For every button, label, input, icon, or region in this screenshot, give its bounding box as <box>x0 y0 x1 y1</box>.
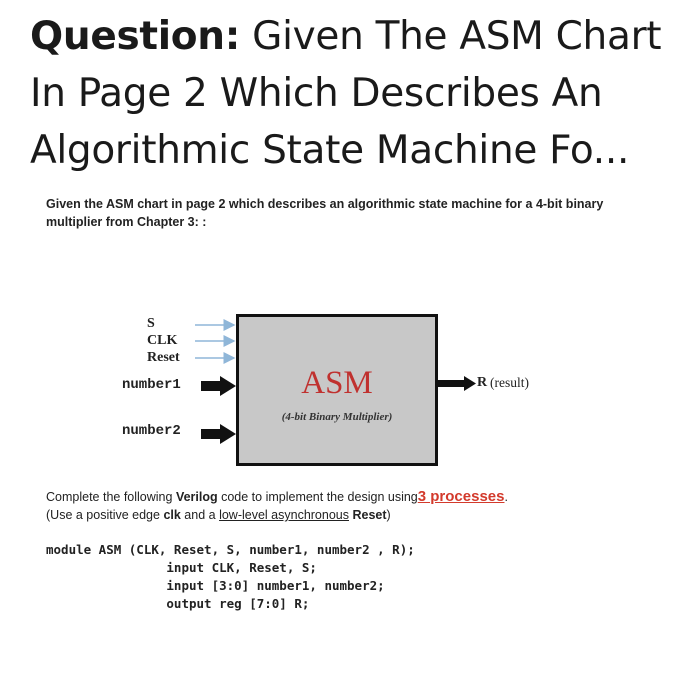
code-line: input CLK, Reset, S; <box>46 560 317 575</box>
instr-text-b: code to implement the design using <box>217 490 418 504</box>
asm-box <box>236 314 438 466</box>
instr2-text-a: (Use a positive edge <box>46 508 164 522</box>
question-title <box>30 8 680 179</box>
input-s-label: S <box>147 316 155 331</box>
code-line: module ASM (CLK, Reset, S, number1, number2 , R); <box>46 542 415 557</box>
instr2-async: low-level asynchronous <box>219 508 349 522</box>
code-line: output reg [7:0] R; <box>46 596 310 611</box>
input-number1-label: number1 <box>122 377 181 393</box>
code-line: input [3:0] number1, number2; <box>46 578 385 593</box>
input-number2-label: number2 <box>122 423 181 439</box>
input-clk-label: CLK <box>147 333 178 348</box>
number2-arrow <box>201 424 236 444</box>
question-text: Given The ASM Chart In Page 2 Which Describes An Algorithmic State Machine Fo... <box>30 14 662 173</box>
instr-processes: 3 processes <box>417 488 505 505</box>
instr-text-a: Complete the following <box>46 490 176 504</box>
output-note-label: (result) <box>490 375 529 390</box>
asm-box-title: ASM <box>301 365 373 401</box>
instr2-clk: clk <box>163 508 181 522</box>
instr2-reset: Reset <box>352 508 387 522</box>
verilog-code <box>46 541 666 613</box>
instruction-line-2 <box>46 506 666 524</box>
instruction-line-1 <box>46 488 666 506</box>
instructions <box>46 488 666 524</box>
instr2-end: ) <box>386 508 391 522</box>
intro-text: Given the ASM chart in page 2 which describes an algorithmic state machine for a 4-bit binary multiplier from Chapter 3: : <box>46 197 604 229</box>
instr-period: . <box>504 490 508 504</box>
question-label: Question: <box>30 14 241 59</box>
asm-box-subtitle: (4-bit Binary Multiplier) <box>281 411 393 423</box>
instr-verilog: Verilog <box>175 490 218 504</box>
result-arrow <box>435 376 476 391</box>
instr2-text-b: and a <box>180 508 220 522</box>
number1-arrow <box>201 376 236 396</box>
input-reset-label: Reset <box>147 350 180 365</box>
output-r-label: R <box>477 375 488 390</box>
asm-block-diagram <box>0 300 694 480</box>
